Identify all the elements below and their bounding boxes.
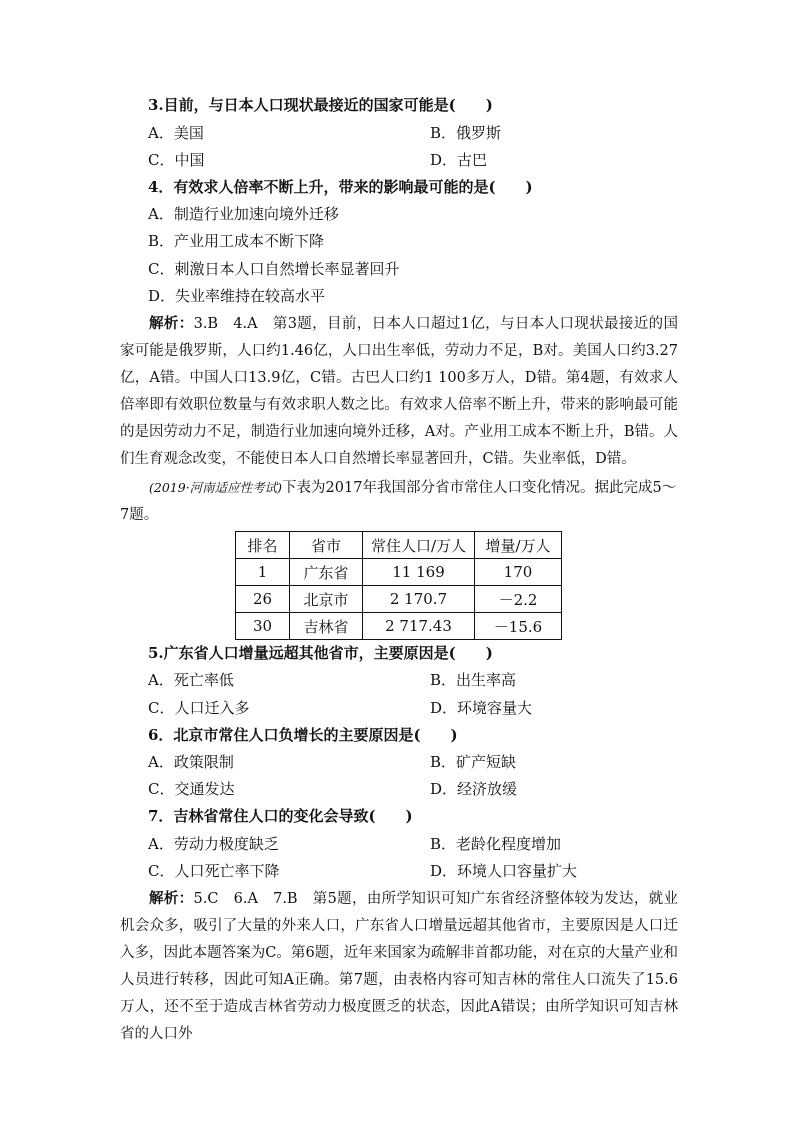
table-cell: －2.2 xyxy=(475,586,562,613)
question-7-stem: 7．吉林省常住人口的变化会导致( ) xyxy=(148,807,413,825)
question-4-option-b: B．产业用工成本不断下降 xyxy=(148,232,325,250)
table-row xyxy=(236,586,562,613)
question-7-option-b: B．老龄化程度增加 xyxy=(430,835,562,853)
source-tag: (2019·河南适应性考试) xyxy=(149,480,283,495)
question-6-option-a: A．政策限制 xyxy=(148,753,234,771)
table-cell: 广东省 xyxy=(290,559,363,586)
analysis-text: 5.C 6.A 7.B 第5题，由所学知识可知广东省经济整体较为发达，就业机会众多，吸引了大量的外来人口，广东省人口增量远超其他省市，主要原因是人口迁入多，因此本题答案为C。第6题，近年来国家为疏解非首都功能，对在京的大量产业和人员进行转移，因此可知A正确。第7题，由表格内容可知吉林的常住人口流失了15.6万人，还不至于造成吉林省劳动力极度匮乏的状态，因此A错误；由所学知识可知吉林省的人口外 xyxy=(120,891,679,1042)
table-cell: 吉林省 xyxy=(290,613,363,640)
analysis-3-4 xyxy=(120,310,678,473)
table-cell: 2 717.43 xyxy=(363,613,475,640)
question-3-stem: 3.目前，与日本人口现状最接近的国家可能是( ) xyxy=(148,96,493,114)
population-table xyxy=(235,531,562,640)
question-3-option-c: C．中国 xyxy=(148,151,205,169)
question-4-option-c: C．刺激日本人口自然增长率显著回升 xyxy=(148,260,400,278)
table-cell: －15.6 xyxy=(475,613,562,640)
table-header-row xyxy=(236,532,562,559)
question-4-option-a: A．制造行业加速向境外迁移 xyxy=(148,205,339,223)
table-header-cell: 常住人口/万人 xyxy=(363,532,475,559)
question-6-option-d: D．经济放缓 xyxy=(430,780,518,798)
table-header-cell: 排名 xyxy=(236,532,290,559)
question-6-option-c: C．交通发达 xyxy=(148,780,235,798)
table-header-cell: 增量/万人 xyxy=(475,532,562,559)
source-intro xyxy=(120,474,678,529)
analysis-label: 解析： xyxy=(149,890,194,907)
table-cell: 170 xyxy=(475,559,562,586)
question-3-option-a: A．美国 xyxy=(148,124,204,142)
question-4-stem: 4．有效求人倍率不断上升，带来的影响最可能的是( ) xyxy=(148,178,533,196)
question-7-option-a: A．劳动力极度缺乏 xyxy=(148,835,279,853)
table-cell: 26 xyxy=(236,586,290,613)
question-5-stem: 5.广东省人口增量远超其他省市，主要原因是( ) xyxy=(148,644,493,662)
table-cell: 2 170.7 xyxy=(363,586,475,613)
question-5-option-b: B．出生率高 xyxy=(430,671,517,689)
table-row xyxy=(236,559,562,586)
question-4-option-d: D．失业率维持在较高水平 xyxy=(148,287,326,305)
question-6-option-b: B．矿产短缺 xyxy=(430,753,517,771)
table-cell: 1 xyxy=(236,559,290,586)
question-7-option-c: C．人口死亡率下降 xyxy=(148,862,280,880)
table-row xyxy=(236,613,562,640)
analysis-text: 3.B 4.A 第3题，目前，日本人口超过1亿，与日本人口现状最接近的国家可能是俄罗斯，人口约1.46亿，人口出生率低，劳动力不足，B对。美国人口约3.27亿，A错。中国人口13.9亿，C错。古巴人口约1 100多万人，D错。第4题，有效求人倍率即有效职位数量与有效求职人数之比。有效求人倍率不断上升，带来的影响最可能的是因劳动力不足，制造行业加速向境外迁移，A对。产业用工成本不断上升，B错。人们生育观念改变，不能使日本人口自然增长率显著回升，C错。失业率低，D错。 xyxy=(120,316,679,467)
question-5-option-c: C．人口迁入多 xyxy=(148,699,250,717)
analysis-5-7 xyxy=(120,885,678,1048)
table-cell: 30 xyxy=(236,613,290,640)
question-6-stem: 6．北京市常住人口负增长的主要原因是( ) xyxy=(148,726,458,744)
question-5-option-a: A．死亡率低 xyxy=(148,671,234,689)
table-cell: 11 169 xyxy=(363,559,475,586)
question-3-option-d: D．古巴 xyxy=(430,151,488,169)
source-text: 下表为2017年我国部分省市常住人口变化情况。据此完成5～7题。 xyxy=(120,480,677,523)
question-3-option-b: B．俄罗斯 xyxy=(430,124,502,142)
table-header-cell: 省市 xyxy=(290,532,363,559)
table-cell: 北京市 xyxy=(290,586,363,613)
question-5-option-d: D．环境容量大 xyxy=(430,699,533,717)
question-7-option-d: D．环境人口容量扩大 xyxy=(430,862,578,880)
analysis-label: 解析： xyxy=(149,315,194,332)
